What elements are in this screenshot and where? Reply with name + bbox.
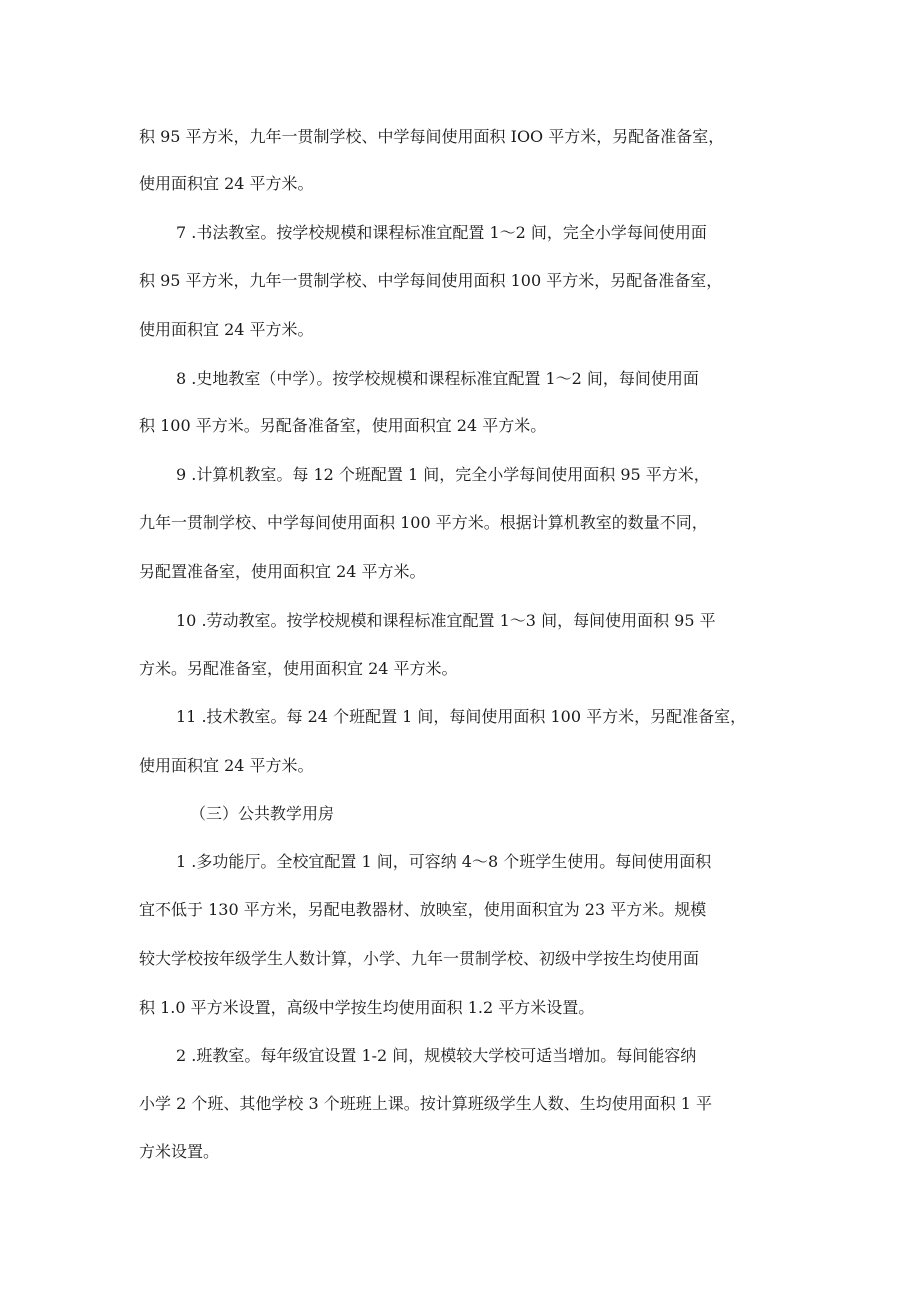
text-line: 积 100 平方米。另配备准备室，使用面积宜 24 平方米。 (139, 416, 547, 435)
text-line: 使用面积宜 24 平方米。 (139, 320, 314, 339)
text-line: 方米。另配准备室，使用面积宜 24 平方米。 (139, 659, 458, 678)
text-line: 9 .计算机教室。每 12 个班配置 1 间，完全小学每间使用面积 95 平方米， (176, 465, 710, 484)
text-line: 1 .多功能厅。全校宜配置 1 间，可容纳 4～8 个班学生使用。每间使用面积 (176, 852, 712, 871)
text-line: 宜不低于 130 平方米，另配电教器材、放映室，使用面积宜为 23 平方米。规模 (139, 900, 707, 919)
text-line: 较大学校按年级学生人数计算，小学、九年一贯制学校、初级中学按生均使用面 (139, 949, 700, 968)
text-line: 2 .班教室。每年级宜设置 1-2 间，规模较大学校可适当增加。每间能容纳 (176, 1046, 697, 1065)
text-line: 8 .史地教室（中学）。按学校规模和课程标准宜配置 1～2 间，每间使用面 (176, 369, 699, 388)
text-line: 积 1.0 平方米设置，高级中学按生均使用面积 1.2 平方米设置。 (139, 998, 595, 1017)
text-line: 积 95 平方米，九年一贯制学校、中学每间使用面积 100 平方米，另配备准备室， (139, 271, 723, 290)
text-line: 小学 2 个班、其他学校 3 个班班上课。按计算班级学生人数、生均使用面积 1 平 (139, 1094, 713, 1113)
text-line: 10 .劳动教室。按学校规模和课程标准宜配置 1～3 间，每间使用面积 95 平 (176, 611, 716, 630)
section-heading: （三）公共教学用房 (190, 804, 335, 823)
text-line: 7 .书法教室。按学校规模和课程标准宜配置 1～2 间，完全小学每间使用面 (176, 223, 707, 242)
text-line: 九年一贯制学校、中学每间使用面积 100 平方米。根据计算机教室的数量不同， (139, 513, 708, 532)
text-line: 方米设置。 (139, 1142, 220, 1161)
text-line: 使用面积宜 24 平方米。 (139, 756, 314, 775)
text-line: 积 95 平方米，九年一贯制学校、中学每间使用面积 IOO 平方米，另配备准备室， (139, 127, 725, 146)
text-line: 使用面积宜 24 平方米。 (139, 174, 314, 193)
text-line: 11 .技术教室。每 24 个班配置 1 间，每间使用面积 100 平方米，另配准备室， (176, 707, 747, 726)
text-line: 另配置准备室，使用面积宜 24 平方米。 (139, 562, 426, 581)
